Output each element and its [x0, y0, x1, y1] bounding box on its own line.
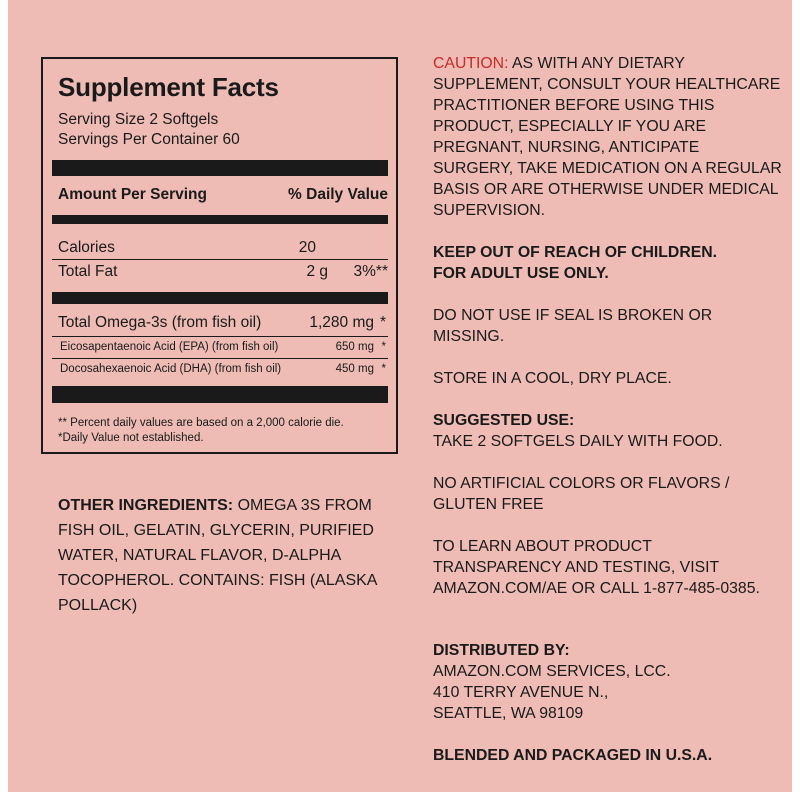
no-artificial-gluten-free: NO ARTIFICIAL COLORS OR FLAVORS / GLUTEN FREE — [433, 475, 730, 513]
nutrient-dv: * — [381, 363, 386, 375]
medium-divider — [52, 292, 388, 304]
nutrient-amount: 20 — [298, 239, 316, 256]
footnote-percent-daily: ** Percent daily values are based on a 2,000 calorie die. — [58, 417, 344, 429]
amount-header-row — [58, 186, 388, 204]
serving-size: Serving Size 2 Softgels — [58, 111, 219, 128]
servings-per-container: Servings Per Container 60 — [58, 131, 240, 148]
daily-value-label: % Daily Value — [288, 186, 388, 203]
suggested-use-text: TAKE 2 SOFTGELS DAILY WITH FOOD. — [433, 433, 723, 450]
medium-divider — [52, 215, 388, 224]
row-divider — [52, 259, 388, 260]
keep-out-of-reach: KEEP OUT OF REACH OF CHILDREN. — [433, 244, 718, 261]
caution-label: CAUTION: — [433, 55, 509, 72]
other-ingredients — [58, 493, 388, 618]
seal-warning: DO NOT USE IF SEAL IS BROKEN OR MISSING. — [433, 307, 713, 345]
other-ingredients-label: OTHER INGREDIENTS: — [58, 497, 234, 514]
nutrient-name: Total Fat — [58, 263, 118, 280]
distributor-name: AMAZON.COM SERVICES, LCC. — [433, 663, 671, 680]
nutrient-amount: 2 g — [306, 263, 328, 280]
nutrient-subrow-dha — [58, 359, 388, 379]
transparency-info: TO LEARN ABOUT PRODUCT TRANSPARENCY AND TESTING, VISIT AMAZON.COM/AE OR CALL 1-877-485-0385. — [433, 538, 760, 597]
caution-block — [433, 53, 783, 221]
other-ingredients-text: OMEGA 3S FROM FISH OIL, GELATIN, GLYCERIN, PURIFIED WATER, NATURAL FLAVOR, D-ALPHA TOCOPHEROL. CONTAINS: FISH (ALASKA POLLACK) — [58, 497, 377, 614]
nutrient-row-omega3 — [58, 312, 388, 334]
nutrient-row-total-fat — [58, 261, 388, 283]
nutrient-name: Calories — [58, 239, 115, 256]
nutrient-row-calories — [58, 237, 388, 259]
adult-use-only: FOR ADULT USE ONLY. — [433, 265, 609, 282]
thick-divider — [52, 386, 388, 403]
nutrient-amount: 650 mg — [335, 341, 374, 353]
footnote-dv-not-established: *Daily Value not established. — [58, 432, 204, 444]
supplement-facts-box — [41, 57, 398, 454]
nutrient-name: Docosahexaenoic Acid (DHA) (from fish oil) — [60, 363, 282, 375]
nutrient-name: Eicosapentaenoic Acid (EPA) (from fish oil) — [60, 341, 279, 353]
supplement-facts-title: Supplement Facts — [58, 72, 279, 102]
made-in-usa: BLENDED AND PACKAGED IN U.S.A. — [433, 747, 713, 764]
nutrient-dv: * — [379, 314, 386, 331]
nutrient-dv: 3%** — [353, 263, 388, 280]
distributor-city: SEATTLE, WA 98109 — [433, 705, 584, 722]
thick-divider — [52, 160, 388, 176]
distributed-by-label: DISTRIBUTED BY: — [433, 642, 570, 659]
distributor-street: 410 TERRY AVENUE N., — [433, 684, 609, 701]
nutrient-name: Total Omega-3s (from fish oil) — [58, 314, 262, 331]
nutrient-amount: 1,280 mg — [309, 314, 374, 331]
nutrient-dv: * — [381, 341, 386, 353]
amount-per-serving-label: Amount Per Serving — [58, 186, 207, 203]
suggested-use-label: SUGGESTED USE: — [433, 412, 575, 429]
nutrient-subrow-epa — [58, 337, 388, 357]
label-panel — [8, 0, 792, 792]
nutrient-amount: 450 mg — [335, 363, 374, 375]
storage-instructions: STORE IN A COOL, DRY PLACE. — [433, 370, 672, 387]
caution-text: AS WITH ANY DIETARY SUPPLEMENT, CONSULT YOUR HEALTHCARE PRACTITIONER BEFORE USING THIS PRODUCT, ESPECIALLY IF YOU ARE PREGNANT, NURSING, ANTICIPATE SURGERY, TAKE MEDICATION ON A REGULAR BASIS OR ARE OTHERWISE UNDER MEDICAL SUPERVISION. — [433, 55, 782, 219]
